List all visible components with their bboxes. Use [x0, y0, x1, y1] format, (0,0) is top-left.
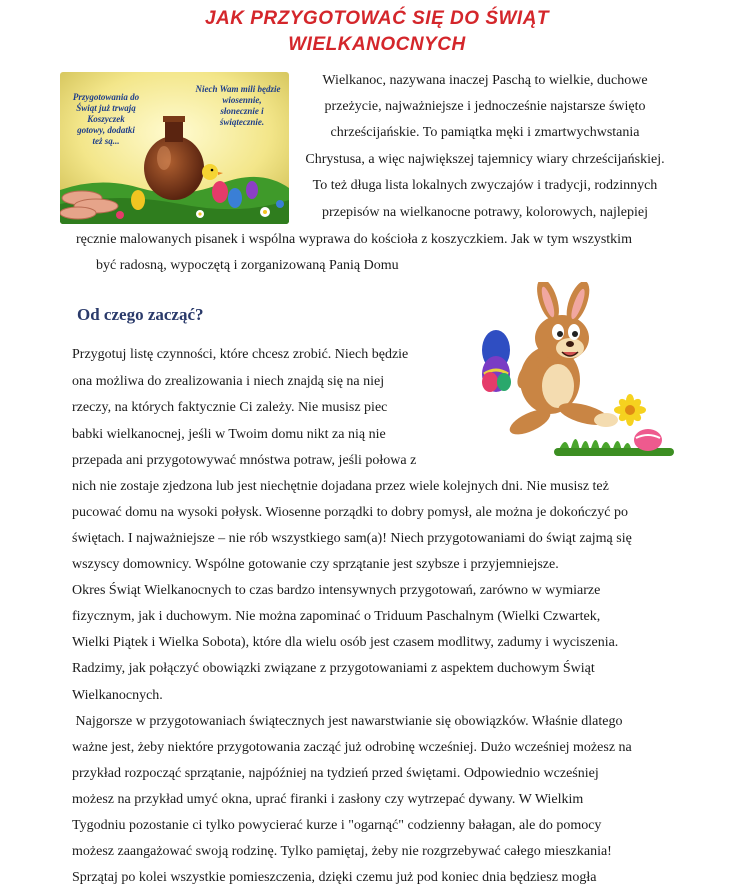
body-line: babki wielkanocnej, jeśli w Twoim domu nikt za nią nie: [72, 427, 386, 442]
card-text-right-4: świątecznie.: [219, 117, 265, 127]
section-heading: Od czego zacząć?: [77, 305, 204, 324]
intro-line: To też długa lista lokalnych zwyczajów i tradycji, rodzinnych: [312, 178, 658, 193]
card-text-left-5: też są...: [92, 136, 120, 146]
body-line: ona możliwa do zrealizowania i niech znajdą się na niej: [72, 374, 385, 389]
body-line: ważne jest, żeby niektóre przygotowania zacząć już odrobinę wcześniej. Dużo wcześniej możesz na: [72, 740, 632, 755]
title-line-1: JAK PRZYGOTOWAĆ SIĘ DO ŚWIĄT: [204, 8, 550, 29]
card-text-left-4: gotowy, dodatki: [77, 125, 135, 135]
body-line: przykład rozpocząć sprzątanie, najpóźniej na tydzień przed świętami. Odpowiednio wcześniej: [72, 766, 599, 781]
title-line-2: WIELKANOCNYCH: [288, 34, 466, 55]
body-line: Radzimy, jak połączyć obowiązki związane z przygotowaniami z aspektem duchowym Świąt: [72, 661, 595, 676]
body-line: możesz zaangażować swoją rodzinę. Tylko pamiętaj, żeby nie rozgrzebywać całego mieszkania!: [72, 844, 612, 859]
easter-bunny-image: [458, 282, 688, 462]
body-line: świętach. I najważniejsze – nie rób wszystkiego sam(a)! Niech przygotowaniami do świąt zajmą się: [72, 531, 632, 546]
intro-line: być radosną, wypoczętą i zorganizowaną Panią Domu: [96, 258, 399, 273]
intro-line: przepisów na wielkanocne potrawy, kolorowych, najlepiej: [321, 205, 649, 220]
body-line: Wielki Piątek i Wielka Sobota), które dla wielu osób jest czasem modlitwy, zadumy i wyciszenia.: [72, 635, 619, 650]
body-line: pucować domu na wysoki połysk. Wiosenne porządki to dobry pomysł, ale można je dokończyć po: [72, 505, 628, 520]
page-title: [0, 6, 754, 58]
card-text-right-2: wiosennie,: [222, 95, 262, 105]
intro-line: ręcznie malowanych pisanek i wspólna wyprawa do kościoła z koszyczkiem. Jak w tym wszystkim: [76, 232, 632, 247]
body-line: Wielkanocnych.: [72, 688, 163, 703]
body-line: Okres Świąt Wielkanocnych to czas bardzo intensywnych przygotowań, zarówno w wymiarze: [72, 583, 601, 598]
body-line: Przygotuj listę czynności, które chcesz zrobić. Niech będzie: [72, 347, 409, 362]
card-text-left-1: Przygotowania do: [72, 92, 140, 102]
card-text-left-2: Świąt już trwają: [76, 103, 136, 113]
intro-line: Chrystusa, a więc największej tajemnicy wiary chrześcijańskiej.: [305, 152, 665, 167]
body-line: Najgorsze w przygotowaniach świątecznych jest nawarstwianie się obowiązków. Właśnie dlatego: [72, 714, 623, 729]
intro-line: chrześcijańskie. To pamiątka męki i zmartwychwstania: [330, 125, 640, 140]
card-text-right-1: Niech Wam mili będzie: [195, 84, 281, 94]
body-line: wszyscy domownicy. Wspólne gotowanie czy sprzątanie jest szybsze i przyjemniejsze.: [72, 557, 559, 572]
body-line: Sprzątaj po kolei wszystkie pomieszczenia, dzięki czemu już pod koniec dnia będziesz mogła: [72, 870, 597, 885]
easter-card-image: [60, 72, 289, 224]
intro-line: Wielkanoc, nazywana inaczej Paschą to wielkie, duchowe: [322, 73, 648, 88]
body-line: fizycznym, jak i duchowym. Nie można zapominać o Triduum Paschalnym (Wielki Czwartek,: [72, 609, 601, 624]
card-text-right-3: słonecznie i: [220, 106, 264, 116]
card-text-left-3: Koszyczek: [87, 114, 125, 124]
body-line: możesz na przykład umyć okna, uprać firanki i zasłony czy wytrzepać dywany. W Wielkim: [72, 792, 584, 807]
body-line: nich nie zostaje zjedzona lub jest niechętnie dojadana przez wiele kolejnych dni. Nie musisz też: [72, 479, 609, 494]
body-line: przepada ani przygotowywać mnóstwa potraw, jeśli połowa z: [72, 453, 417, 468]
intro-line: przeżycie, najważniejsze i jednocześnie najstarsze święto: [324, 99, 646, 114]
body-line: rzeczy, na których faktycznie Ci zależy. Nie musisz piec: [72, 400, 388, 415]
body-line: Tygodniu pozostanie ci tylko powycierać kurze i "ogarnąć" codzienny bałagan, ale do pomocy: [72, 818, 602, 833]
